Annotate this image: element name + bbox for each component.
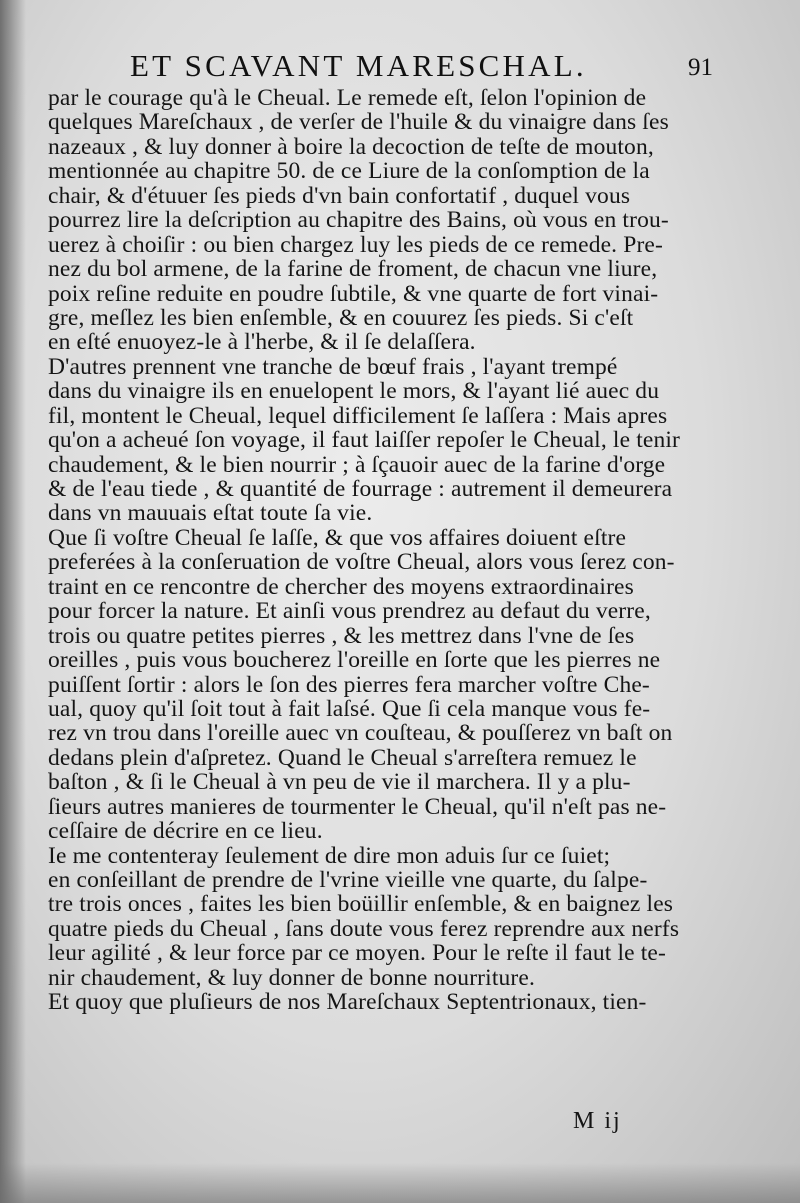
- text-line: dedans plein d'aſpretez. Quand le Cheual s'arreſtera remuez le: [48, 744, 637, 771]
- text-line: pour forcer la nature. Et ainſi vous prendrez au defaut du verre,: [48, 598, 651, 625]
- text-line: chaudement, & le bien nourrir ; à ſçauoir auec de la farine d'orge: [48, 451, 666, 478]
- signature-mark: M ij: [573, 1108, 622, 1134]
- text-line: traint en ce rencontre de chercher des moyens extraordinaires: [48, 573, 634, 600]
- text-line: trois ou quatre petites pierres , & les mettrez dans l'vne de ſes: [48, 622, 635, 649]
- text-line: chair, & d'étuuer ſes pieds d'vn bain confortatif , duquel vous: [48, 182, 631, 209]
- body-text: [48, 86, 748, 1015]
- text-line: ceſſaire de décrire en ce lieu.: [48, 818, 323, 845]
- running-title: ET SCAVANT MARESCHAL.: [130, 48, 587, 83]
- page-number: 91: [688, 54, 713, 81]
- text-line: tre trois onces , faites les bien boüillir enſemble, & en baignez les: [48, 891, 674, 918]
- paragraph-start-line: Et quoy que pluſieurs de nos Mareſchaux Septentrionaux, tien-: [48, 989, 647, 1016]
- text-line: preferées à la conſeruation de voſtre Cheual, alors vous ſerez con-: [48, 549, 675, 576]
- text-line: mentionnée au chapitre 50. de ce Liure de la conſomption de la: [48, 158, 650, 185]
- text-line: oreilles , puis vous boucherez l'oreille en ſorte que les pierres ne: [48, 647, 661, 674]
- text-line: dans du vinaigre ils en enuelopent le mors, & l'ayant lié auec du: [48, 378, 660, 405]
- page-header: [130, 48, 730, 88]
- text-line: en eſté enuoyez-le à l'herbe, & il ſe delaſſera.: [48, 329, 476, 356]
- paragraph-start-line: Que ſi voſtre Cheual ſe laſſe, & que vos affaires doiuent eſtre: [48, 524, 627, 551]
- text-line: uerez à choiſir : ou bien chargez luy les pieds de ce remede. Pre-: [48, 231, 663, 258]
- text-line: nazeaux , & luy donner à boire la decoction de teſte de mouton,: [48, 133, 654, 160]
- text-line: quelques Mareſchaux , de verſer de l'huile & du vinaigre dans ſes: [48, 109, 669, 136]
- text-line: en conſeillant de prendre de l'vrine vieille vne quarte, du ſalpe-: [48, 867, 648, 893]
- text-line: ſieurs autres manieres de tourmenter le Cheual, qu'il n'eſt pas ne-: [48, 793, 667, 820]
- text-line: quatre pieds du Cheual , ſans doute vous ferez reprendre aux nerfs: [48, 915, 680, 942]
- text-line: poix reſine reduite en poudre ſubtile, & vne quarte de fort vinai-: [48, 280, 659, 307]
- text-line: fil, montent le Cheual, lequel difficilement ſe laſſera : Mais apres: [48, 402, 668, 429]
- text-line: nez du bol armene, de la farine de froment, de chacun vne liure,: [48, 256, 658, 283]
- text-line: rez vn trou dans l'oreille auec vn couſteau, & pouſſerez vn baſt on: [48, 720, 673, 747]
- text-line: qu'on a acheué ſon voyage, il faut laiſſer repoſer le Cheual, le tenir: [48, 427, 681, 454]
- text-line: puiſſent ſortir : alors le ſon des pierres fera marcher voſtre Che-: [48, 671, 650, 698]
- text-line: ual, quoy qu'il ſoit tout à fait laſsé. Que ſi cela manque vous fe-: [48, 695, 651, 722]
- text-line: dans vn mauuais eſtat toute ſa vie.: [48, 500, 373, 527]
- text-line: pourrez lire la deſcription au chapitre des Bains, où vous en trou-: [48, 207, 669, 234]
- text-line: & de l'eau tiede , & quantité de fourrage : autrement il demeurera: [48, 476, 673, 502]
- paragraph-start-line: D'autres prennent vne tranche de bœuf frais , l'ayant trempé: [48, 353, 618, 380]
- text-line: leur agilité , & leur force par ce moyen. Pour le reſte il faut le te-: [48, 940, 666, 967]
- paragraph-start-line: Ie me contenteray ſeulement de dire mon aduis ſur ce ſuiet;: [48, 842, 611, 869]
- text-line: nir chaudement, & luy donner de bonne nourriture.: [48, 964, 535, 991]
- text-line: par le courage qu'à le Cheual. Le remede eſt, ſelon l'opinion de: [48, 85, 647, 111]
- text-line: baſton , & ſi le Cheual à vn peu de vie il marchera. Il y a plu-: [48, 769, 631, 796]
- text-line: gre, meſlez les bien enſemble, & en couurez ſes pieds. Si c'eſt: [48, 304, 634, 331]
